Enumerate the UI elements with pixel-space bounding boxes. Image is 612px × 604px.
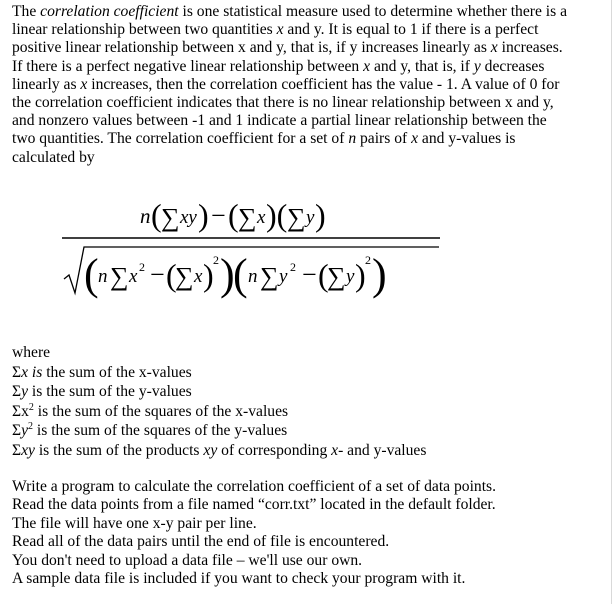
intro-line: calculated by [12,148,95,166]
where-item: Σx is the sum of the x-values [12,363,192,381]
den-exp-2: 2 [213,253,219,267]
formula-svg [62,193,442,303]
numerator-paren-mid: )( [266,197,288,233]
where-segment: Σ [12,422,22,440]
where-segment: Σ [12,363,22,381]
where-list [12,363,426,461]
den-n-2: n [248,266,258,287]
den-paren-close-2: ) [203,257,214,293]
numerator-paren-close: ) [198,197,209,233]
task-line: Read the data points from a file named “corr.txt” located in the default folder. [12,496,496,514]
den-paren-close-3: ) [372,250,387,299]
den-exp-1: 2 [139,260,145,274]
den-paren-close-4: ) [355,257,366,293]
intro-segment: n [348,130,357,148]
den-x-1: x [129,266,138,287]
where-segment: y [21,422,28,440]
den-paren-open-2: ( [166,257,177,293]
intro-segment: y [473,57,481,75]
den-exp-4: 2 [365,253,371,267]
den-paren-open-1: ( [84,250,99,299]
den-minus-1: − [150,260,165,289]
numerator-y: y [306,207,315,228]
formula-numerator [140,197,326,233]
intro-segment: x [276,21,284,39]
intro-line: The correlation coefficient is one statistical measure used to determine whether there is a [12,3,568,20]
where-item: Σxy is the sum of the products xy of corresponding x- and y-values [12,441,427,459]
den-minus-2: − [302,260,317,289]
den-paren-open-3: ( [233,250,248,299]
intro-segment: x [411,130,419,148]
den-sigma-4: ∑ [327,262,346,291]
den-paren-open-4: ( [318,257,329,293]
den-y-1: y [279,266,288,287]
den-x-2: x [194,266,203,287]
intro-line: two quantities. The correlation coefficient for a set of n pairs of x and y-values is [12,130,516,148]
where-segment: x is [21,363,43,381]
formula-denominator [84,250,387,299]
where-segment: y [21,383,28,401]
where-definitions [12,343,426,461]
intro-segment: x [80,75,88,93]
intro-segment: correlation coefficient [40,3,179,20]
where-segment: x [331,441,339,459]
den-sigma-1: ∑ [110,262,129,291]
where-item: $\Sigma y^2$ is the sum of the squares of the y-values [12,421,288,440]
intro-segment: x [490,39,498,57]
where-item: $\Sigma x^2$ is the sum of the squares of the x-values [12,401,289,420]
numerator-paren-open: ( [151,197,162,233]
numerator-sigma-xy: ∑ [161,203,180,232]
where-segment: Σ [12,402,22,420]
assignment-instructions [12,478,496,588]
numerator-paren-open-2: ( [228,197,239,233]
where-segment: Σ [12,383,22,401]
numerator-minus: − [211,201,226,230]
den-sigma-2: ∑ [175,262,194,291]
intro-line: positive linear relationship between x and y, that is, if y increases linearly as x increases. [12,39,563,57]
den-y-2: y [346,266,355,287]
where-segment: Σ [12,441,22,459]
den-exp-3: 2 [290,260,296,274]
numerator-n: n [140,204,151,228]
den-n-1: n [98,266,108,287]
intro-line: linearly as x increases, then the correlation coefficient has the value - 1. A value of 0 for [12,75,560,93]
where-segment: 2 [28,401,34,413]
intro-line: linear relationship between two quantities x and y. It is equal to 1 if there is a perfect [12,21,539,39]
task-line: Write a program to calculate the correlation coefficient of a set of data points. [12,478,497,495]
den-paren-close-1: ) [220,250,235,299]
numerator-x: x [257,207,266,228]
where-segment: xy [21,441,35,459]
numerator-sigma-y: ∑ [287,203,306,232]
numerator-xy: xy [180,207,197,228]
numerator-paren-close-2: ) [315,197,326,233]
task-line: A sample data file is included if you want to check your program with it. [12,570,466,588]
intro-segment: x [363,57,371,75]
den-sigma-3: ∑ [260,262,279,291]
task-line: Read all of the data pairs until the end of file is encountered. [12,533,390,551]
where-segment: 2 [28,421,33,433]
task-line: You don't need to upload a data file – we'll use our own. [12,551,363,569]
numerator-sigma-x: ∑ [238,203,257,232]
task-line: The file will have one x-y pair per line. [12,514,257,532]
where-heading: where [12,344,51,361]
correlation-formula [62,193,442,303]
intro-paragraph [12,3,602,167]
intro-line: the correlation coefficient indicates that there is no linear relationship between x and y, [12,94,554,112]
intro-line: If there is a perfect negative linear relationship between x and y, that is, if y decreases [12,57,545,75]
where-segment: xy [203,441,218,459]
intro-line: and nonzero values between -1 and 1 indicate a partial linear relationship between the [12,112,547,130]
where-item: Σy is the sum of the y-values [12,383,192,401]
